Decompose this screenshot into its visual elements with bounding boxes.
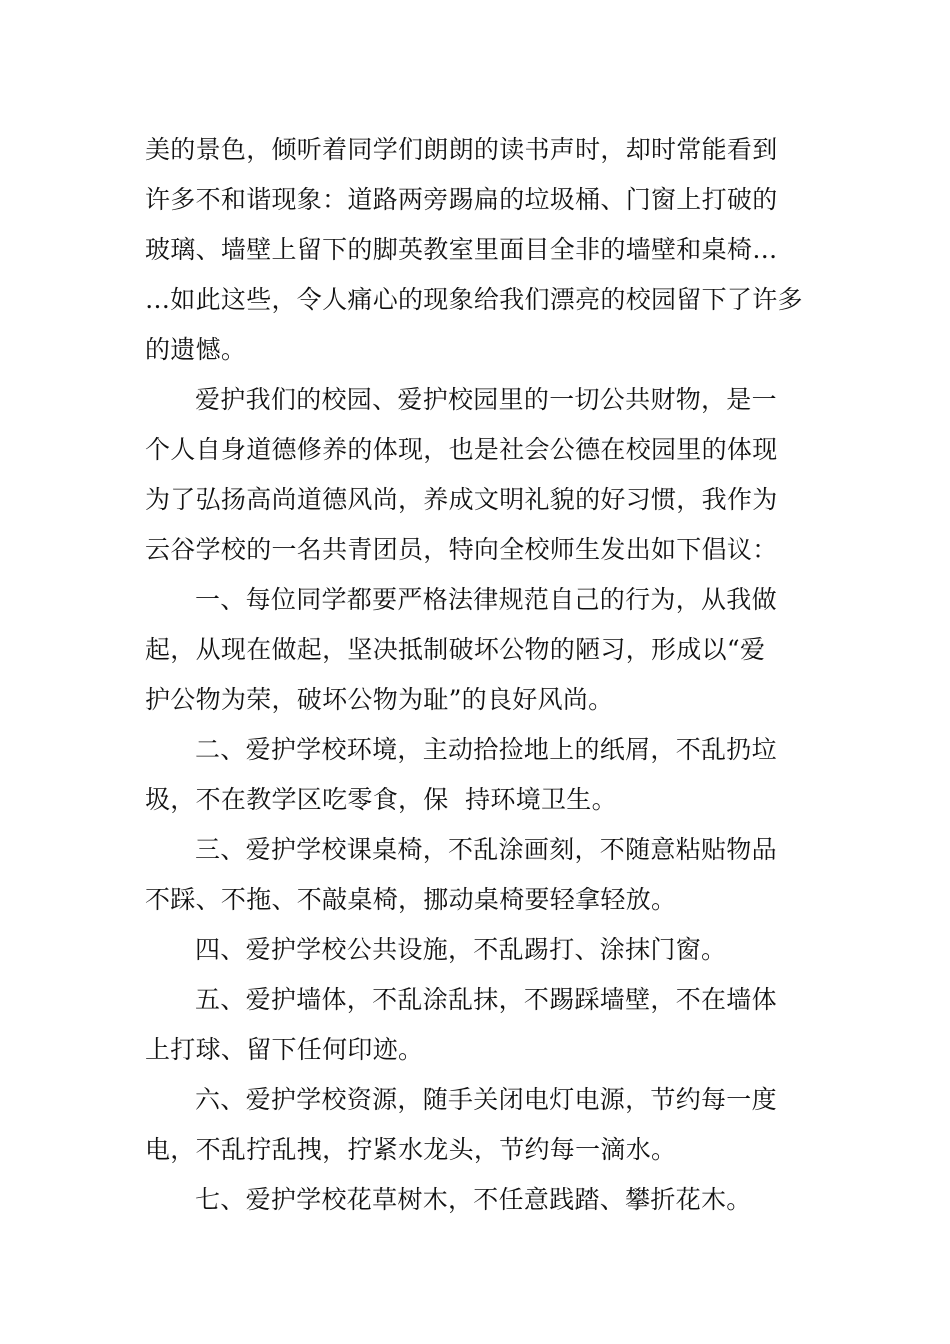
text-line: 爱护我们的校园、爱护校园里的一切公共财物，是一 bbox=[195, 385, 777, 414]
text-line: 二、爱护学校环境，主动拾捡地上的纸屑，不乱扔垃 bbox=[195, 735, 777, 764]
paragraph bbox=[145, 1175, 810, 1225]
paragraph bbox=[145, 125, 810, 375]
text-line: 六、爱护学校资源，随手关闭电灯电源，节约每一度 bbox=[195, 1085, 777, 1114]
paragraph bbox=[145, 725, 810, 825]
text-line: 电，不乱拧乱拽，拧紧水龙头，节约每一滴水。 bbox=[145, 1135, 677, 1164]
text-line: 许多不和谐现象：道路两旁踢扁的垃圾桶、门窗上打破的 bbox=[145, 185, 778, 214]
text-line: 三、爱护学校课桌椅，不乱涂画刻，不随意粘贴物品 bbox=[195, 835, 777, 864]
text-line: 为了弘扬高尚道德风尚，养成文明礼貌的好习惯，我作为 bbox=[145, 485, 778, 514]
text-line: 不踩、不拖、不敲桌椅，挪动桌椅要轻拿轻放。 bbox=[145, 885, 677, 914]
paragraph bbox=[145, 925, 810, 975]
text-line: 护公物为荣，破坏公物为耻”的良好风尚。 bbox=[145, 685, 614, 714]
text-line: …如此这些，令人痛心的现象给我们漂亮的校园留下了许多 bbox=[145, 285, 803, 314]
paragraph bbox=[145, 375, 810, 575]
text-line: 七、爱护学校花草树木，不任意践踏、攀折花木。 bbox=[195, 1185, 752, 1214]
paragraph bbox=[145, 1075, 810, 1175]
text-line: 玻璃、墙壁上留下的脚英教室里面目全非的墙壁和桌椅… bbox=[145, 235, 778, 264]
text-line: 美的景色，倾听着同学们朗朗的读书声时，却时常能看到 bbox=[145, 135, 778, 164]
text-line: 圾，不在教学区吃零食，保 持环境卫生。 bbox=[145, 785, 617, 814]
text-line: 上打球、留下任何印迹。 bbox=[145, 1035, 424, 1064]
text-line: 起，从现在做起，坚决抵制破坏公物的陋习，形成以“爱 bbox=[145, 635, 766, 664]
text-line: 的遗憾。 bbox=[145, 335, 247, 364]
text-line: 五、爱护墙体，不乱涂乱抹，不踢踩墙壁，不在墙体 bbox=[195, 985, 777, 1014]
paragraph bbox=[145, 825, 810, 925]
text-line: 个人自身道德修养的体现，也是社会公德在校园里的体现 bbox=[145, 435, 778, 464]
paragraph bbox=[145, 975, 810, 1075]
text-line: 一、每位同学都要严格法律规范自己的行为，从我做 bbox=[195, 585, 777, 614]
text-line: 四、爱护学校公共设施，不乱踢打、涂抹门窗。 bbox=[195, 935, 727, 964]
paragraph bbox=[145, 575, 810, 725]
document-body bbox=[145, 125, 810, 1225]
text-line: 云谷学校的一名共青团员，特向全校师生发出如下倡议： bbox=[145, 535, 778, 564]
